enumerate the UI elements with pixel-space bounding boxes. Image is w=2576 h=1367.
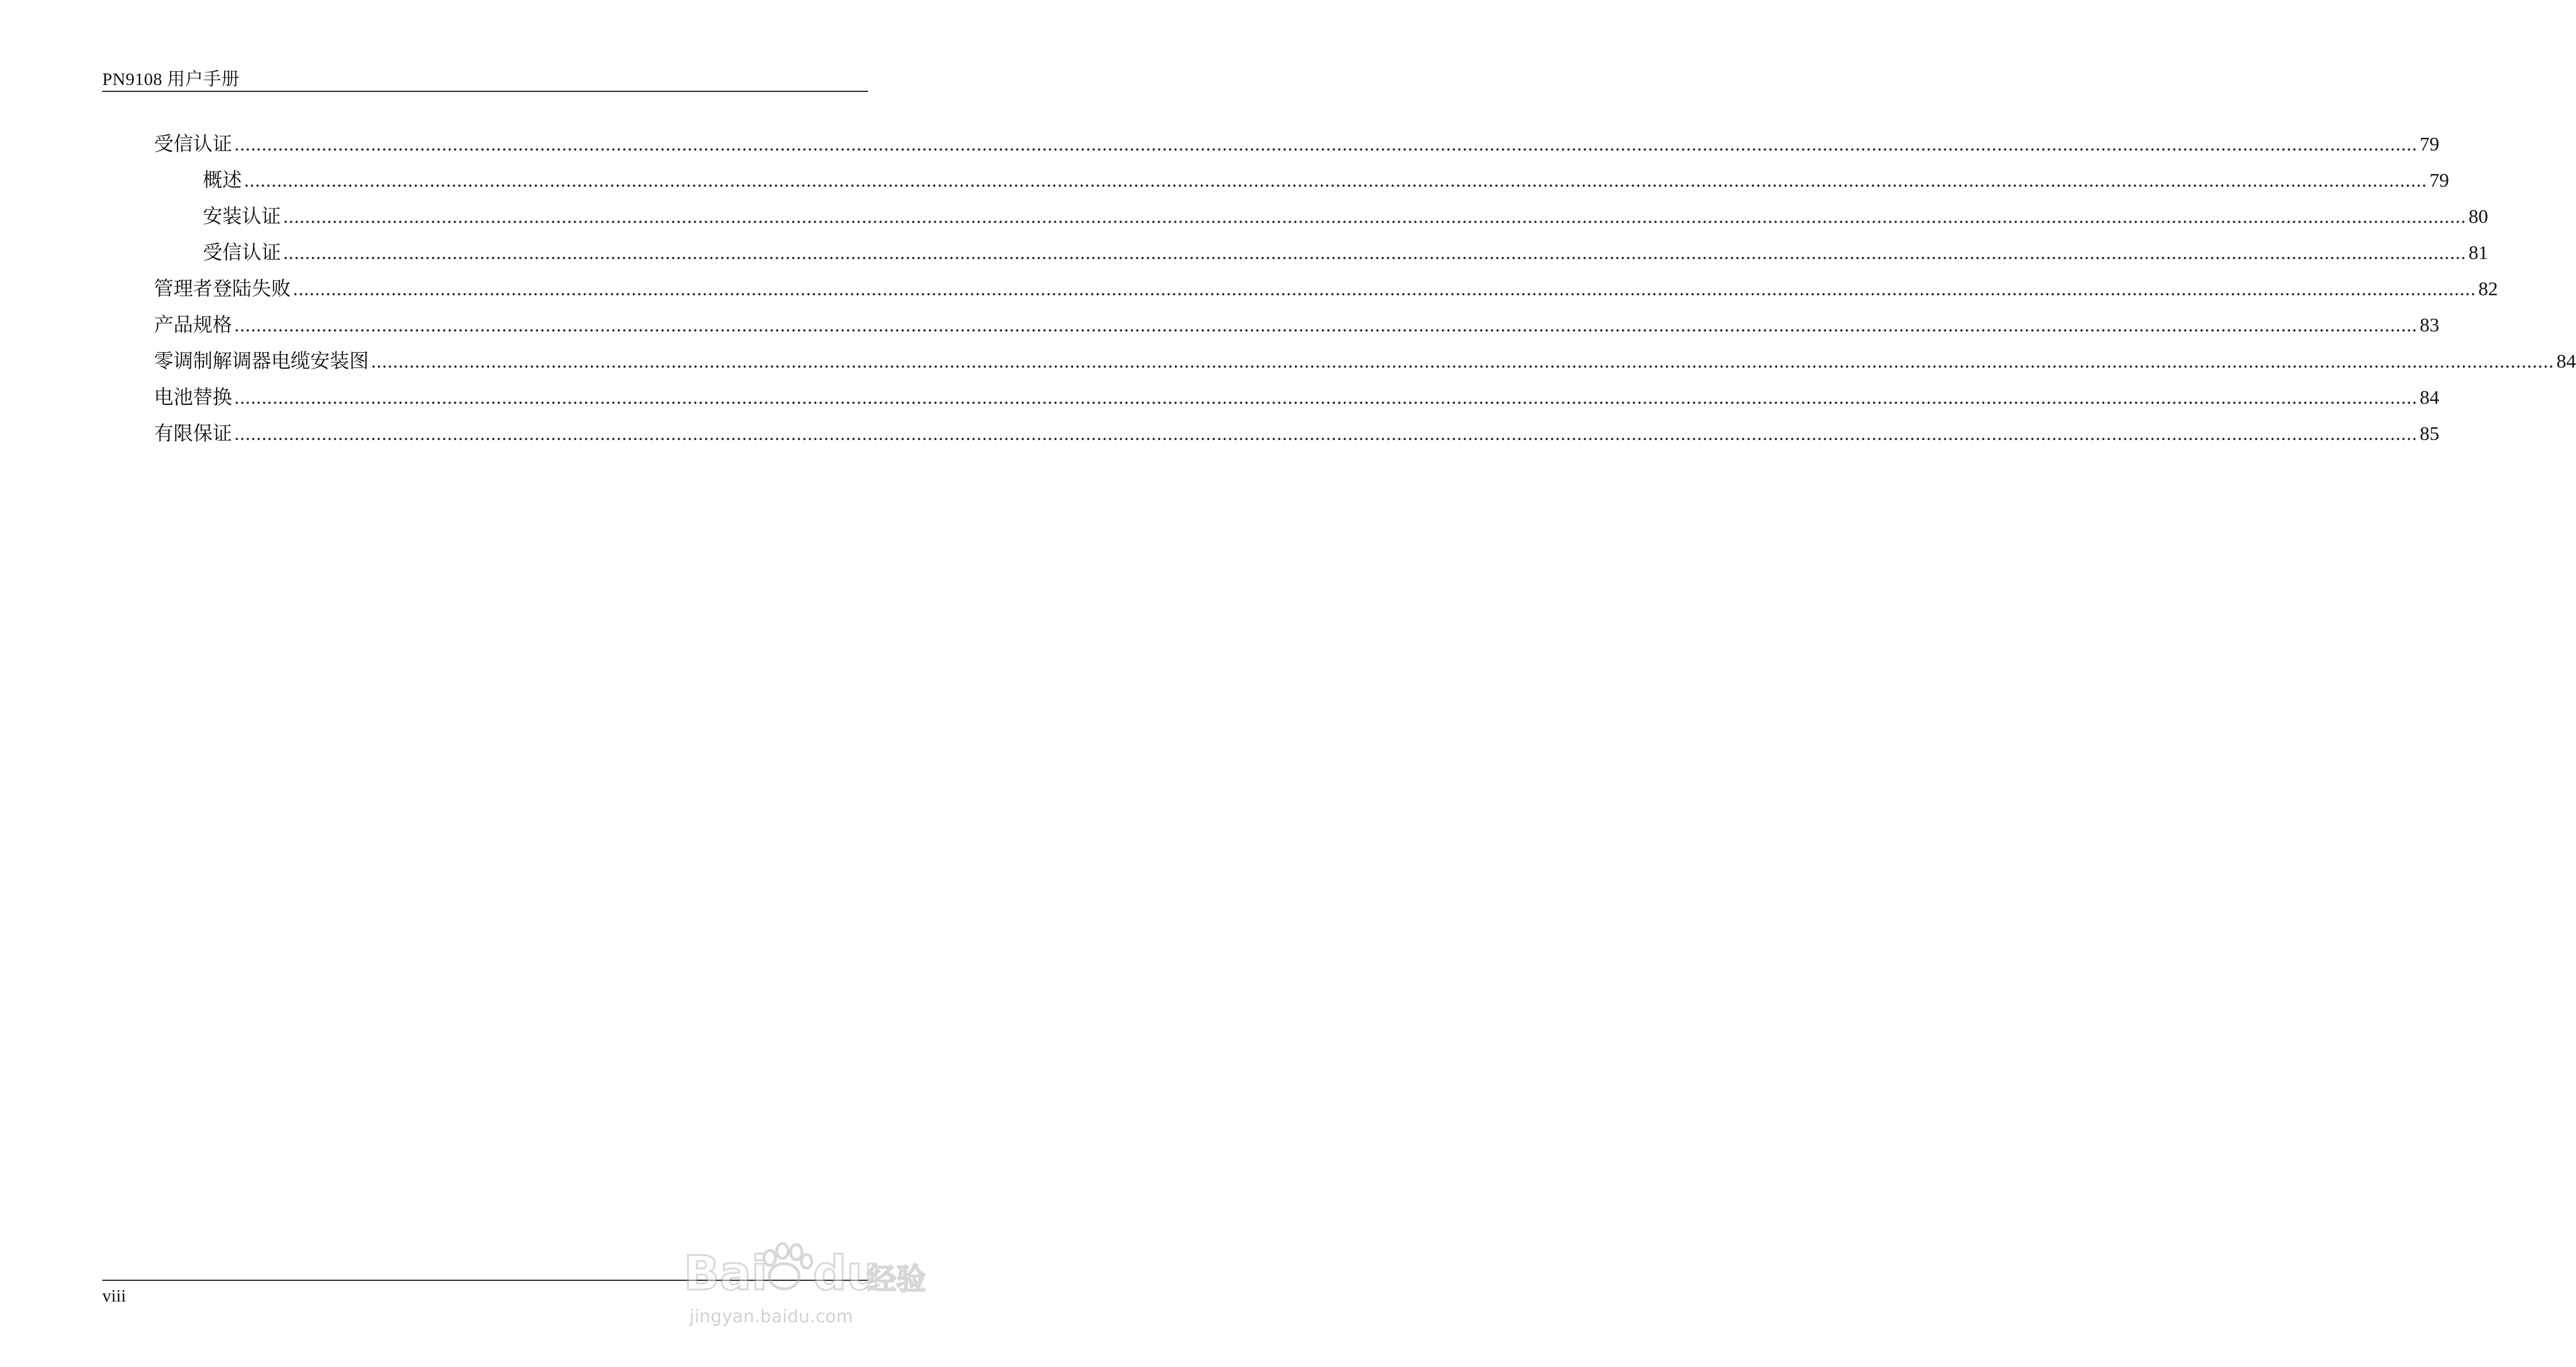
svg-text:Bai: Bai [684,1246,768,1301]
toc-entry-title: 零调制解调器电缆安装图 [154,351,369,372]
running-header: PN9108 用户手册 [102,69,240,89]
toc-entry-page: 84 [2556,351,2576,372]
toc-entry-title: 受信认证 [154,134,232,155]
toc-subentry[interactable] [154,169,2449,206]
toc-entry-page: 80 [2469,206,2488,227]
toc-entry-page: 79 [2420,134,2439,155]
baidu-jingyan-watermark [684,1223,925,1338]
toc-entry[interactable] [154,314,2439,350]
baidu-paw-logo-icon [684,1235,925,1304]
toc-entry[interactable] [154,278,2498,314]
dot-leader: ................................................................................................................................................................................................................................................................................................................................................................................................................ [234,134,2417,155]
toc-entry[interactable] [154,387,2439,423]
dot-leader: ................................................................................................................................................................................................................................................................................................................................................................................................................ [234,387,2417,408]
dot-leader: ................................................................................................................................................................................................................................................................................................................................................................................................................ [244,170,2427,191]
watermark-url: jingyan.baidu.com [689,1307,854,1327]
toc-subentry[interactable] [154,206,2488,242]
toc-entry-title: 有限保证 [154,423,232,445]
svg-text:经验: 经验 [866,1262,927,1297]
dot-leader: ................................................................................................................................................................................................................................................................................................................................................................................................................ [283,206,2466,227]
toc-entry[interactable] [154,350,2576,387]
toc-entry-page: 83 [2420,315,2439,336]
toc-entry-title: 电池替换 [154,387,232,408]
toc-entry-page: 84 [2420,387,2439,408]
dot-leader: ................................................................................................................................................................................................................................................................................................................................................................................................................ [234,315,2417,336]
toc-entry-title: 产品规格 [154,315,232,336]
page-number: viii [102,1285,126,1306]
header-rule [102,91,868,92]
toc-entry-title: 概述 [203,170,242,191]
toc-entry-title: 管理者登陆失败 [154,279,291,300]
dot-leader: ................................................................................................................................................................................................................................................................................................................................................................................................................ [283,242,2466,264]
svg-text:du: du [813,1246,881,1301]
toc-subentry[interactable] [154,242,2488,278]
dot-leader: ................................................................................................................................................................................................................................................................................................................................................................................................................ [234,423,2417,445]
dot-leader: ................................................................................................................................................................................................................................................................................................................................................................................................................ [293,279,2476,300]
toc-entry-page: 82 [2478,279,2498,300]
table-of-contents [154,133,2576,459]
dot-leader: ................................................................................................................................................................................................................................................................................................................................................................................................................ [371,351,2554,372]
toc-entry[interactable] [154,423,2439,459]
toc-entry-page: 85 [2420,423,2439,445]
toc-entry[interactable] [154,133,2439,169]
toc-entry-page: 79 [2430,170,2449,191]
toc-entry-page: 81 [2469,242,2488,264]
toc-entry-title: 安装认证 [203,206,281,227]
toc-entry-title: 受信认证 [203,242,281,264]
